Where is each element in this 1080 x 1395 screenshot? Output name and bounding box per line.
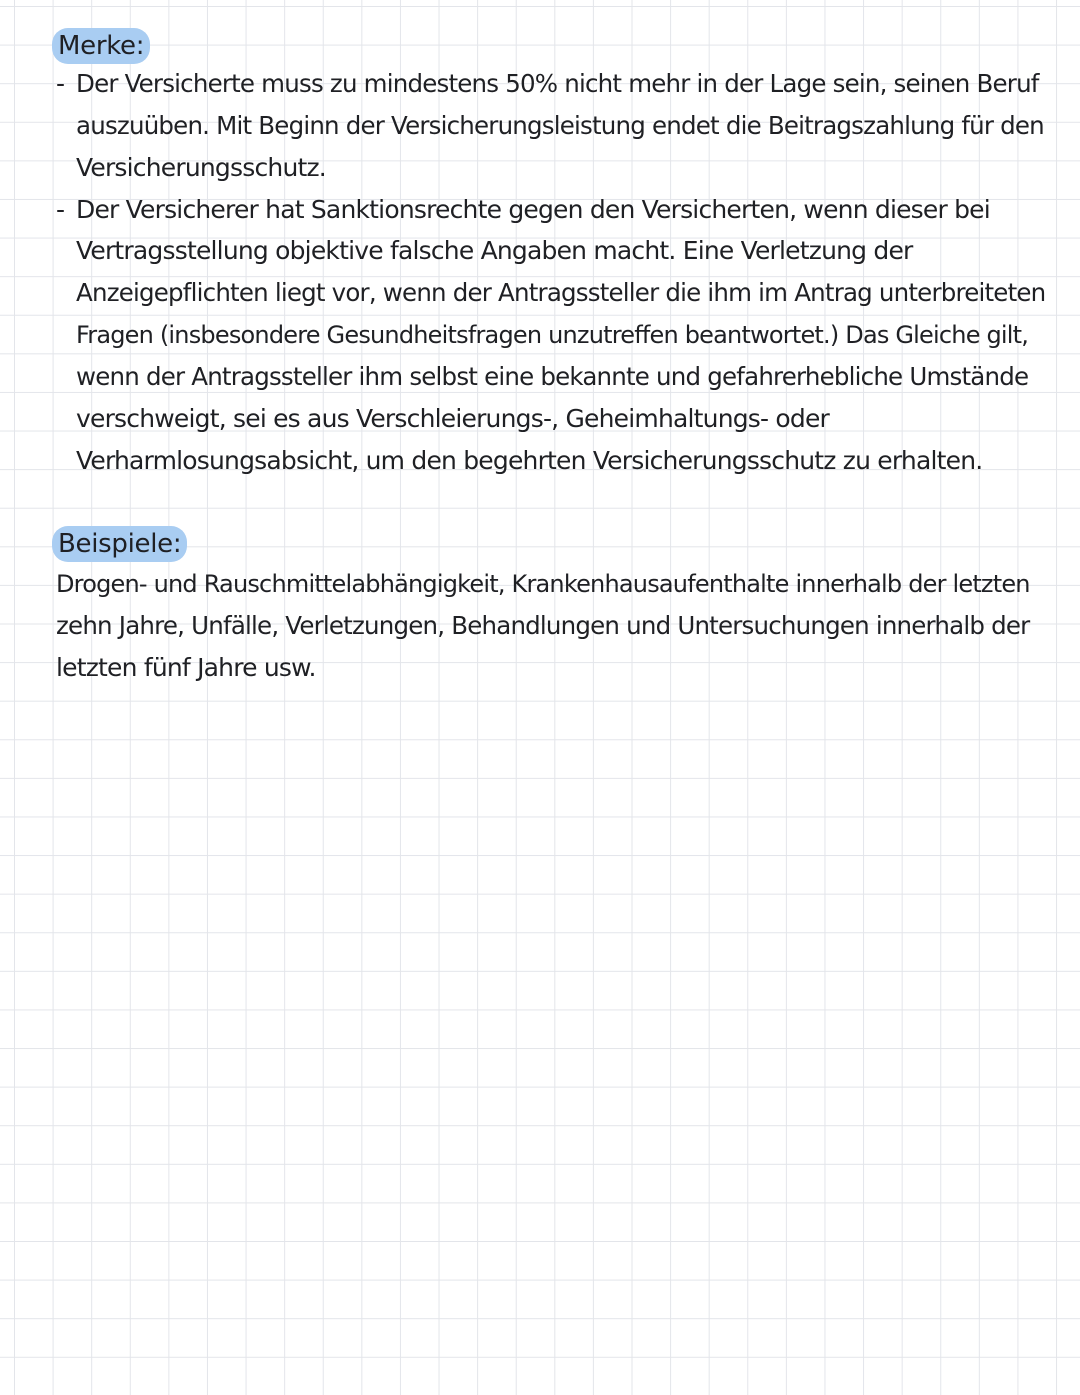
- merke-bullet-1-line-1: Der Versicherte muss zu mindestens 50% nicht mehr in der Lage sein, seinen Beruf: [76, 69, 1039, 98]
- merke-bullet-1-line-2: auszuüben. Mit Beginn der Versicherungsleistung endet die Beitragszahlung für den: [76, 111, 1044, 140]
- bullet-dash: -: [56, 69, 66, 98]
- bullet-dash: -: [56, 195, 66, 224]
- beispiele-line-2: zehn Jahre, Unfälle, Verletzungen, Behandlungen und Untersuchungen innerhalb der: [56, 611, 1030, 640]
- beispiele-line-1: Drogen- und Rauschmittelabhängigkeit, Krankenhausaufenthalte innerhalb der letzten: [56, 570, 1030, 598]
- merke-heading: Merke:: [52, 28, 150, 64]
- merke-bullet-2-line-7: Verharmlosungsabsicht, um den begehrten Versicherungsschutz zu erhalten.: [76, 446, 983, 475]
- beispiele-line-3: letzten fünf Jahre usw.: [56, 653, 316, 682]
- merke-bullet-2-line-5: wenn der Antragssteller ihm selbst eine bekannte und gefahrerhebliche Umstände: [76, 362, 1029, 391]
- merke-bullet-1-line-3: Versicherungsschutz.: [76, 153, 326, 182]
- merke-bullet-2-line-1: Der Versicherer hat Sanktionsrechte gegen den Versicherten, wenn dieser bei: [76, 195, 990, 224]
- merke-bullet-2-line-2: Vertragsstellung objektive falsche Angaben macht. Eine Verletzung der: [76, 236, 913, 265]
- merke-bullet-2-line-6: verschweigt, sei es aus Verschleierungs-, Geheimhaltungs- oder: [76, 404, 830, 433]
- merke-bullet-2-line-3: Anzeigepflichten liegt vor, wenn der Antragssteller die ihm im Antrag unterbreiteten: [76, 278, 1046, 307]
- merke-bullet-2-line-4: Fragen (insbesondere Gesundheitsfragen unzutreffen beantwortet.) Das Gleiche gilt,: [76, 321, 1029, 349]
- beispiele-heading: Beispiele:: [52, 526, 187, 562]
